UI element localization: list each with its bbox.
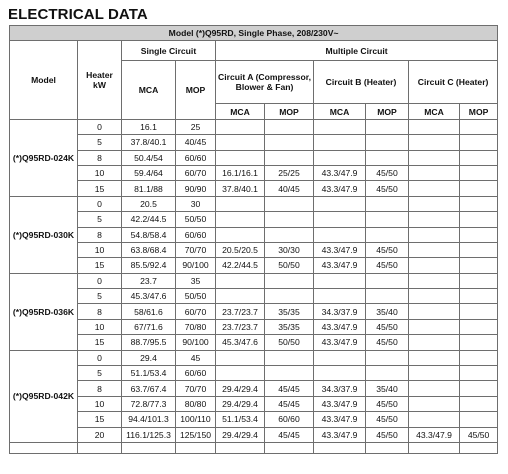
circuit-c-mop-cell: 45/50 bbox=[460, 427, 498, 442]
circuit-c-mca-cell: 43.3/47.9 bbox=[409, 427, 460, 442]
header-circuit-a: Circuit A (Compressor, Blower & Fan) bbox=[216, 61, 314, 104]
circuit-c-mop-cell bbox=[460, 412, 498, 427]
heater-kw-cell: 0 bbox=[78, 273, 122, 288]
circuit-a-mop-cell bbox=[265, 289, 314, 304]
table-row bbox=[10, 381, 498, 396]
circuit-a-mca-cell: 29.4/29.4 bbox=[216, 396, 265, 411]
circuit-b-mop-cell: 45/50 bbox=[366, 335, 409, 350]
circuit-b-mop-cell bbox=[366, 350, 409, 365]
header-single-circuit: Single Circuit bbox=[122, 41, 216, 61]
circuit-a-mop-cell bbox=[265, 227, 314, 242]
circuit-c-mop-cell bbox=[460, 227, 498, 242]
circuit-a-mca-cell bbox=[216, 150, 265, 165]
circuit-a-mop-cell bbox=[265, 350, 314, 365]
table-row bbox=[10, 366, 498, 381]
circuit-b-mop-cell: 45/50 bbox=[366, 396, 409, 411]
table-row bbox=[10, 165, 498, 180]
single-mca-cell: 23.7 bbox=[122, 273, 176, 288]
circuit-a-mop-cell: 50/50 bbox=[265, 335, 314, 350]
single-mop-cell: 60/60 bbox=[176, 366, 216, 381]
circuit-b-mca-cell: 43.3/47.9 bbox=[314, 412, 366, 427]
heater-kw-cell: 8 bbox=[78, 304, 122, 319]
single-mca-cell: 16.1 bbox=[122, 119, 176, 134]
single-mop-cell: 60/60 bbox=[176, 150, 216, 165]
circuit-c-mop-cell bbox=[460, 350, 498, 365]
single-mca-cell: 81.1/88 bbox=[122, 181, 176, 196]
single-mop-cell: 60/70 bbox=[176, 165, 216, 180]
single-mca-cell: 37.8/40.1 bbox=[122, 135, 176, 150]
circuit-a-mca-cell: 42.2/44.5 bbox=[216, 258, 265, 273]
circuit-a-mca-cell: 16.1/16.1 bbox=[216, 165, 265, 180]
circuit-c-mca-cell bbox=[409, 304, 460, 319]
circuit-b-mop-cell: 45/50 bbox=[366, 412, 409, 427]
circuit-b-mop-cell: 45/50 bbox=[366, 427, 409, 442]
header-model: Model bbox=[10, 41, 78, 119]
heater-kw-cell: 15 bbox=[78, 335, 122, 350]
empty-cell bbox=[10, 442, 78, 453]
circuit-c-mop-cell bbox=[460, 135, 498, 150]
header-circuit-b-mca: MCA bbox=[314, 104, 366, 119]
table-row bbox=[10, 258, 498, 273]
heater-kw-cell: 10 bbox=[78, 396, 122, 411]
circuit-c-mca-cell bbox=[409, 135, 460, 150]
single-mca-cell: 85.5/92.4 bbox=[122, 258, 176, 273]
circuit-c-mop-cell bbox=[460, 289, 498, 304]
circuit-a-mop-cell: 35/35 bbox=[265, 319, 314, 334]
circuit-a-mop-cell bbox=[265, 196, 314, 211]
circuit-a-mop-cell: 45/45 bbox=[265, 396, 314, 411]
electrical-data-table-container bbox=[9, 25, 497, 454]
single-mop-cell: 80/80 bbox=[176, 396, 216, 411]
circuit-b-mca-cell: 43.3/47.9 bbox=[314, 181, 366, 196]
circuit-b-mca-cell bbox=[314, 119, 366, 134]
circuit-c-mca-cell bbox=[409, 165, 460, 180]
circuit-a-mop-cell bbox=[265, 135, 314, 150]
table-row bbox=[10, 273, 498, 288]
circuit-a-mca-cell bbox=[216, 196, 265, 211]
circuit-b-mca-cell bbox=[314, 273, 366, 288]
circuit-a-mca-cell bbox=[216, 273, 265, 288]
circuit-b-mop-cell: 45/50 bbox=[366, 242, 409, 257]
single-mca-cell: 54.8/58.4 bbox=[122, 227, 176, 242]
circuit-c-mop-cell bbox=[460, 242, 498, 257]
table-title-row bbox=[10, 26, 498, 41]
circuit-a-mop-cell: 25/25 bbox=[265, 165, 314, 180]
circuit-b-mca-cell bbox=[314, 227, 366, 242]
single-mca-cell: 59.4/64 bbox=[122, 165, 176, 180]
circuit-c-mca-cell bbox=[409, 350, 460, 365]
circuit-a-mca-cell bbox=[216, 227, 265, 242]
empty-cell bbox=[176, 442, 216, 453]
circuit-c-mca-cell bbox=[409, 412, 460, 427]
table-row bbox=[10, 150, 498, 165]
header-circuit-c-mop: MOP bbox=[460, 104, 498, 119]
circuit-b-mca-cell: 43.3/47.9 bbox=[314, 165, 366, 180]
circuit-a-mop-cell: 30/30 bbox=[265, 242, 314, 257]
circuit-c-mca-cell bbox=[409, 289, 460, 304]
single-mca-cell: 42.2/44.5 bbox=[122, 212, 176, 227]
header-circuit-b-mop: MOP bbox=[366, 104, 409, 119]
circuit-b-mop-cell bbox=[366, 119, 409, 134]
table-row bbox=[10, 196, 498, 211]
circuit-a-mop-cell bbox=[265, 212, 314, 227]
circuit-c-mop-cell bbox=[460, 165, 498, 180]
single-mop-cell: 60/70 bbox=[176, 304, 216, 319]
single-mca-cell: 63.8/68.4 bbox=[122, 242, 176, 257]
heater-kw-cell: 10 bbox=[78, 242, 122, 257]
circuit-b-mca-cell: 34.3/37.9 bbox=[314, 381, 366, 396]
circuit-b-mca-cell bbox=[314, 212, 366, 227]
circuit-a-mop-cell: 40/45 bbox=[265, 181, 314, 196]
circuit-c-mca-cell bbox=[409, 242, 460, 257]
model-cell: (*)Q95RD-030K bbox=[10, 196, 78, 273]
circuit-a-mop-cell: 45/45 bbox=[265, 381, 314, 396]
circuit-b-mop-cell bbox=[366, 212, 409, 227]
table-row bbox=[10, 396, 498, 411]
single-mop-cell: 40/45 bbox=[176, 135, 216, 150]
single-mop-cell: 35 bbox=[176, 273, 216, 288]
heater-kw-cell: 0 bbox=[78, 350, 122, 365]
single-mop-cell: 125/150 bbox=[176, 427, 216, 442]
empty-cell bbox=[216, 442, 265, 453]
circuit-c-mca-cell bbox=[409, 150, 460, 165]
circuit-b-mop-cell: 45/50 bbox=[366, 165, 409, 180]
single-mop-cell: 50/50 bbox=[176, 289, 216, 304]
circuit-b-mop-cell: 35/40 bbox=[366, 381, 409, 396]
circuit-c-mop-cell bbox=[460, 212, 498, 227]
single-mca-cell: 63.7/67.4 bbox=[122, 381, 176, 396]
circuit-b-mop-cell: 45/50 bbox=[366, 181, 409, 196]
heater-kw-cell: 15 bbox=[78, 181, 122, 196]
circuit-c-mop-cell bbox=[460, 273, 498, 288]
heater-kw-cell: 8 bbox=[78, 150, 122, 165]
circuit-c-mop-cell bbox=[460, 304, 498, 319]
circuit-b-mca-cell: 43.3/47.9 bbox=[314, 427, 366, 442]
circuit-b-mop-cell: 45/50 bbox=[366, 258, 409, 273]
header-multiple-circuit: Multiple Circuit bbox=[216, 41, 498, 61]
single-mop-cell: 60/60 bbox=[176, 227, 216, 242]
circuit-b-mca-cell: 43.3/47.9 bbox=[314, 396, 366, 411]
circuit-c-mop-cell bbox=[460, 181, 498, 196]
table-row bbox=[10, 427, 498, 442]
circuit-c-mca-cell bbox=[409, 335, 460, 350]
circuit-a-mca-cell: 45.3/47.6 bbox=[216, 335, 265, 350]
circuit-a-mca-cell bbox=[216, 119, 265, 134]
circuit-b-mop-cell bbox=[366, 273, 409, 288]
single-mca-cell: 67/71.6 bbox=[122, 319, 176, 334]
single-mca-cell: 51.1/53.4 bbox=[122, 366, 176, 381]
heater-kw-cell: 10 bbox=[78, 319, 122, 334]
circuit-b-mca-cell bbox=[314, 366, 366, 381]
heater-kw-cell: 15 bbox=[78, 412, 122, 427]
header-single-mca: MCA bbox=[122, 61, 176, 119]
circuit-c-mop-cell bbox=[460, 150, 498, 165]
circuit-a-mop-cell bbox=[265, 119, 314, 134]
circuit-c-mca-cell bbox=[409, 119, 460, 134]
circuit-c-mca-cell bbox=[409, 227, 460, 242]
single-mca-cell: 116.1/125.3 bbox=[122, 427, 176, 442]
table-row bbox=[10, 212, 498, 227]
circuit-a-mca-cell: 23.7/23.7 bbox=[216, 319, 265, 334]
heater-kw-cell: 20 bbox=[78, 427, 122, 442]
electrical-data-table bbox=[9, 25, 498, 454]
single-mop-cell: 70/80 bbox=[176, 319, 216, 334]
circuit-c-mop-cell bbox=[460, 258, 498, 273]
circuit-a-mca-cell: 51.1/53.4 bbox=[216, 412, 265, 427]
circuit-c-mca-cell bbox=[409, 396, 460, 411]
table-row bbox=[10, 227, 498, 242]
circuit-a-mca-cell: 37.8/40.1 bbox=[216, 181, 265, 196]
circuit-b-mca-cell bbox=[314, 350, 366, 365]
circuit-c-mca-cell bbox=[409, 366, 460, 381]
table-row bbox=[10, 412, 498, 427]
heater-kw-cell: 5 bbox=[78, 135, 122, 150]
circuit-b-mop-cell bbox=[366, 227, 409, 242]
circuit-a-mop-cell bbox=[265, 366, 314, 381]
circuit-b-mca-cell: 43.3/47.9 bbox=[314, 319, 366, 334]
header-circuit-a-mca: MCA bbox=[216, 104, 265, 119]
empty-cell bbox=[366, 442, 409, 453]
single-mop-cell: 100/110 bbox=[176, 412, 216, 427]
header-circuit-a-mop: MOP bbox=[265, 104, 314, 119]
single-mop-cell: 90/90 bbox=[176, 181, 216, 196]
table-row bbox=[10, 119, 498, 134]
single-mca-cell: 50.4/54 bbox=[122, 150, 176, 165]
heater-kw-cell: 0 bbox=[78, 196, 122, 211]
circuit-a-mca-cell bbox=[216, 135, 265, 150]
circuit-c-mca-cell bbox=[409, 319, 460, 334]
table-row bbox=[10, 242, 498, 257]
header-single-mop: MOP bbox=[176, 61, 216, 119]
table-row bbox=[10, 335, 498, 350]
circuit-a-mop-cell bbox=[265, 273, 314, 288]
circuit-a-mca-cell bbox=[216, 212, 265, 227]
circuit-a-mca-cell bbox=[216, 289, 265, 304]
circuit-b-mca-cell bbox=[314, 196, 366, 211]
heater-kw-cell: 0 bbox=[78, 119, 122, 134]
circuit-b-mop-cell bbox=[366, 135, 409, 150]
circuit-c-mop-cell bbox=[460, 396, 498, 411]
circuit-c-mop-cell bbox=[460, 196, 498, 211]
table-title: Model (*)Q95RD, Single Phase, 208/230V~ bbox=[10, 26, 498, 41]
model-cell: (*)Q95RD-036K bbox=[10, 273, 78, 350]
circuit-c-mop-cell bbox=[460, 319, 498, 334]
circuit-b-mca-cell bbox=[314, 135, 366, 150]
circuit-b-mop-cell bbox=[366, 289, 409, 304]
heater-kw-cell: 5 bbox=[78, 289, 122, 304]
empty-cell bbox=[409, 442, 460, 453]
circuit-c-mca-cell bbox=[409, 273, 460, 288]
single-mop-cell: 70/70 bbox=[176, 242, 216, 257]
circuit-b-mop-cell bbox=[366, 150, 409, 165]
circuit-a-mop-cell: 60/60 bbox=[265, 412, 314, 427]
single-mca-cell: 94.4/101.3 bbox=[122, 412, 176, 427]
circuit-c-mca-cell bbox=[409, 381, 460, 396]
circuit-c-mca-cell bbox=[409, 181, 460, 196]
table-row bbox=[10, 181, 498, 196]
circuit-a-mop-cell: 50/50 bbox=[265, 258, 314, 273]
circuit-c-mca-cell bbox=[409, 258, 460, 273]
circuit-b-mca-cell: 34.3/37.9 bbox=[314, 304, 366, 319]
single-mop-cell: 25 bbox=[176, 119, 216, 134]
circuit-a-mca-cell: 29.4/29.4 bbox=[216, 427, 265, 442]
circuit-a-mca-cell bbox=[216, 366, 265, 381]
circuit-c-mop-cell bbox=[460, 119, 498, 134]
empty-cell bbox=[314, 442, 366, 453]
header-heater-kw: Heater kW bbox=[78, 41, 122, 119]
table-row bbox=[10, 289, 498, 304]
single-mca-cell: 58/61.6 bbox=[122, 304, 176, 319]
circuit-a-mop-cell: 45/45 bbox=[265, 427, 314, 442]
empty-cell bbox=[460, 442, 498, 453]
table-row bbox=[10, 304, 498, 319]
circuit-a-mca-cell: 29.4/29.4 bbox=[216, 381, 265, 396]
empty-cell bbox=[122, 442, 176, 453]
single-mop-cell: 45 bbox=[176, 350, 216, 365]
table-body bbox=[10, 119, 498, 453]
single-mca-cell: 20.5 bbox=[122, 196, 176, 211]
heater-kw-cell: 10 bbox=[78, 165, 122, 180]
circuit-b-mca-cell bbox=[314, 289, 366, 304]
circuit-b-mca-cell: 43.3/47.9 bbox=[314, 258, 366, 273]
single-mca-cell: 45.3/47.6 bbox=[122, 289, 176, 304]
heater-kw-cell: 5 bbox=[78, 212, 122, 227]
table-row-partial bbox=[10, 442, 498, 453]
table-row bbox=[10, 135, 498, 150]
circuit-c-mca-cell bbox=[409, 212, 460, 227]
circuit-c-mop-cell bbox=[460, 335, 498, 350]
model-cell: (*)Q95RD-024K bbox=[10, 119, 78, 196]
heater-kw-cell: 8 bbox=[78, 227, 122, 242]
circuit-a-mca-cell bbox=[216, 350, 265, 365]
empty-cell bbox=[265, 442, 314, 453]
single-mop-cell: 50/50 bbox=[176, 212, 216, 227]
circuit-c-mop-cell bbox=[460, 381, 498, 396]
header-circuit-b: Circuit B (Heater) bbox=[314, 61, 409, 104]
circuit-b-mop-cell bbox=[366, 366, 409, 381]
empty-cell bbox=[78, 442, 122, 453]
circuit-b-mop-cell bbox=[366, 196, 409, 211]
header-row-1 bbox=[10, 41, 498, 61]
heater-kw-cell: 15 bbox=[78, 258, 122, 273]
circuit-b-mca-cell bbox=[314, 150, 366, 165]
circuit-b-mop-cell: 45/50 bbox=[366, 319, 409, 334]
single-mop-cell: 90/100 bbox=[176, 335, 216, 350]
page-title: ELECTRICAL DATA bbox=[8, 6, 148, 23]
heater-kw-cell: 8 bbox=[78, 381, 122, 396]
header-circuit-c: Circuit C (Heater) bbox=[409, 61, 498, 104]
single-mca-cell: 29.4 bbox=[122, 350, 176, 365]
circuit-a-mop-cell: 35/35 bbox=[265, 304, 314, 319]
single-mca-cell: 88.7/95.5 bbox=[122, 335, 176, 350]
single-mop-cell: 90/100 bbox=[176, 258, 216, 273]
heater-kw-cell: 5 bbox=[78, 366, 122, 381]
single-mop-cell: 70/70 bbox=[176, 381, 216, 396]
table-header bbox=[10, 26, 498, 120]
circuit-a-mca-cell: 23.7/23.7 bbox=[216, 304, 265, 319]
circuit-a-mca-cell: 20.5/20.5 bbox=[216, 242, 265, 257]
single-mca-cell: 72.8/77.3 bbox=[122, 396, 176, 411]
circuit-b-mca-cell: 43.3/47.9 bbox=[314, 242, 366, 257]
model-cell: (*)Q95RD-042K bbox=[10, 350, 78, 442]
table-row bbox=[10, 350, 498, 365]
circuit-b-mop-cell: 35/40 bbox=[366, 304, 409, 319]
circuit-c-mca-cell bbox=[409, 196, 460, 211]
single-mop-cell: 30 bbox=[176, 196, 216, 211]
table-row bbox=[10, 319, 498, 334]
circuit-c-mop-cell bbox=[460, 366, 498, 381]
header-circuit-c-mca: MCA bbox=[409, 104, 460, 119]
circuit-a-mop-cell bbox=[265, 150, 314, 165]
circuit-b-mca-cell: 43.3/47.9 bbox=[314, 335, 366, 350]
